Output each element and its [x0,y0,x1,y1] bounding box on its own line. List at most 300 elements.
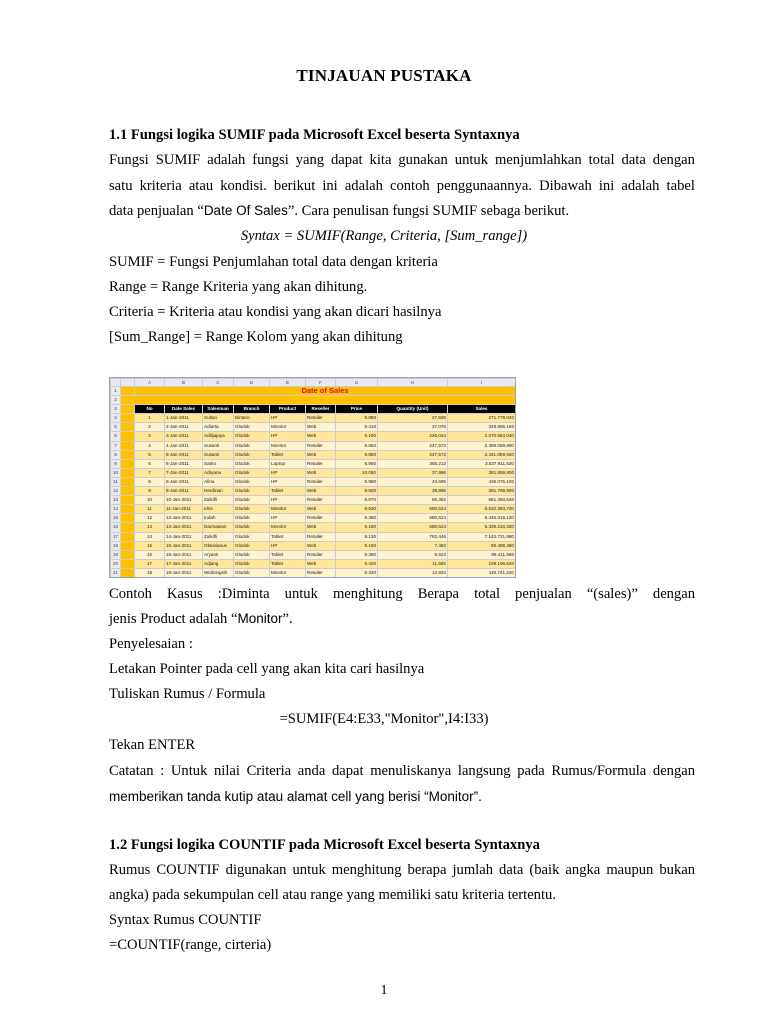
section-1-para-line-1 [109,152,695,169]
word: total [588,152,615,168]
blank-cell [121,459,135,468]
table-cell: Glodok [234,450,270,459]
table-cell: HP [270,432,306,441]
case-line-2-start: jenis Product adalah “ [109,611,238,627]
definition-range: Range = Range Kriteria yang akan dihitung. [109,279,368,295]
blank-cell [121,487,135,496]
column-letter: D [234,379,270,387]
word: menuliskanya [370,763,452,779]
penyelesaian-label: Penyelesaian : [109,636,193,652]
word: atau [188,178,214,194]
blank-cell [121,523,135,532]
table-cell: Glodok [234,505,270,514]
table-cell: Bintaro [234,414,270,423]
table-cell: 782,446 [378,532,448,541]
table-cell: 9.960 [336,459,378,468]
table-cell: Retailer [306,496,336,505]
blank-cell [121,532,135,541]
table-cell: 18 [135,568,165,577]
table-cell: HP [270,496,306,505]
word: Rumus/Formula [551,763,647,779]
table-row [111,423,516,432]
table-cell: Tablet [270,532,306,541]
spreadsheet-title-row [111,387,516,396]
blank-cell [121,568,135,577]
table-cell: 2.070.563,040 [448,432,516,441]
table-cell: 15 [135,541,165,550]
table-cell: 11,592 [378,559,448,568]
word: nilai [214,763,240,779]
word: Berapa [417,586,460,602]
word: fungsi [252,152,289,168]
word: bukan [659,862,696,878]
table-cell: 2.441.059,920 [448,450,516,459]
column-header: Reseller [306,405,336,414]
word: Untuk [170,763,208,779]
table-cell: Glodok [234,550,270,559]
word: dengan [652,763,696,779]
row-number: 8 [111,450,121,459]
table-row [111,496,516,505]
table-cell: 39,895 [378,487,448,496]
table-cell: Adiarta [203,423,234,432]
table-row [111,559,516,568]
section-1-para-line-3 [109,203,569,220]
table-row [111,414,516,423]
section-1-para-line-2 [109,178,695,195]
column-header: Sales [448,405,516,414]
sumif-syntax: Syntax = SUMIF(Range, Criteria, [Sum_range]) [240,228,528,244]
row-number: 17 [111,532,121,541]
table-cell: 9.980 [336,477,378,486]
word: menghitung [332,586,403,602]
table-cell: 68.489,360 [448,541,516,550]
blank-cell [121,550,135,559]
table-cell: Monitor [270,423,306,432]
table-cell: HP [270,541,306,550]
case-line-1 [109,586,695,603]
word: kita [369,152,392,168]
table-cell: Widiningsih [203,568,234,577]
spreadsheet-blank-row [111,396,516,405]
table-cell: 10 [135,496,165,505]
table-row [111,550,516,559]
column-letter [121,379,135,387]
row-number: 1 [111,387,121,396]
page-title: TINJAUAN PUSTAKA [296,66,472,85]
word: kondisi. [220,178,267,194]
table-cell: Retailer [306,550,336,559]
table-cell: Web [306,450,336,459]
table-cell: 7,492 [378,541,448,550]
table-cell: 391.768,900 [448,487,516,496]
table-cell: 9.530 [336,505,378,514]
table-cell: 436.076,100 [448,477,516,486]
table-cell: 12-Jan-2011 [165,514,203,523]
table-cell: Zulkifli [203,532,234,541]
table-cell: 9.410 [336,423,378,432]
word: adalah [344,178,383,194]
table-cell: Tablet [270,450,306,459]
row-number: 4 [111,414,121,423]
table-cell: 9-Jan-2011 [165,487,203,496]
row-number: 21 [111,568,121,577]
table-cell: 10.050 [336,468,378,477]
row-number: 16 [111,523,121,532]
word: dapat [331,152,363,168]
table-cell: Glodok [234,432,270,441]
word: adalah [621,178,660,194]
table-cell: Glodok [234,468,270,477]
table-cell: 16 [135,550,165,559]
table-row [111,450,516,459]
table-row [111,487,516,496]
word: Criteria [246,763,292,779]
table-cell: Herdinan [203,487,234,496]
word: “(sales)” [586,586,638,602]
row-number: 11 [111,477,121,486]
word: Dibawah [539,178,592,194]
word: total [474,586,501,602]
row-number: 12 [111,487,121,496]
table-cell: Retailer [306,441,336,450]
spreadsheet-title: Date of Sales [135,387,516,396]
table-cell: 226,044 [378,432,448,441]
table-cell: 37,076 [378,423,448,432]
row-number: 18 [111,541,121,550]
table-cell: 580,524 [378,514,448,523]
section-2-heading: 1.2 Fungsi logika COUNTIF pada Microsoft Excel beserta Syntaxnya [109,837,540,853]
table-cell: 3.537.911,520 [448,459,516,468]
word: penggunaannya. [436,178,533,194]
table-cell: 1 [135,414,165,423]
word: ini [598,178,615,194]
table-cell: Glodok [234,487,270,496]
column-header: No [135,405,165,414]
word: digunakan [225,862,287,878]
row-number: 20 [111,559,121,568]
word: berapa [407,862,447,878]
word: dengan [652,152,695,168]
definition-sumif: SUMIF = Fungsi Penjumlahan total data dengan kriteria [109,254,438,270]
table-cell: 10-Jan-2011 [165,496,203,505]
table-cell: Tablet [270,487,306,496]
blank-cell [121,514,135,523]
table-cell: 9.180 [336,541,378,550]
row-number: 9 [111,459,121,468]
table-cell: 5.329.210,320 [448,523,516,532]
table-cell: 5-Jan-2011 [165,450,203,459]
column-letter: A [135,379,165,387]
definition-criteria: Criteria = Kriteria atau kondisi yang akan dicari hasilnya [109,304,442,320]
word: langsung [457,763,511,779]
table-cell: HP [270,414,306,423]
table-cell: HP [270,514,306,523]
table-cell: Laptop [270,459,306,468]
blank-cell [121,441,135,450]
table-cell: Adjang [203,559,234,568]
word: ini [322,178,338,194]
date-of-sales-text: Date Of Sales [203,203,288,218]
table-cell: Glodok [234,559,270,568]
table-cell: Tablet [270,550,306,559]
table-cell: 27,508 [378,414,448,423]
blank-cell [121,559,135,568]
column-letter: H [378,379,448,387]
table-row [111,468,516,477]
table-cell: Zulkifli [203,496,234,505]
column-header: Salesman [203,405,234,414]
table-cell: Glodok [234,532,270,541]
table-cell: Glodok [234,541,270,550]
table-cell: 271.779,040 [448,414,516,423]
word: Rumus [109,862,151,878]
table-cell: Monitor [270,568,306,577]
case-line-2-end: ”. [282,611,293,627]
table-cell: 9.650 [336,441,378,450]
word: satu [109,178,133,194]
column-letter: I [448,379,516,387]
section-2-para-line-2: angka) pada sekumpulan cell atau range yang memiliki satu kriteria tertentu. [109,887,556,903]
row-number: 5 [111,423,121,432]
word: yang [295,152,325,168]
table-cell: Web [306,541,336,550]
table-cell: Glodok [234,441,270,450]
word: : [160,763,165,779]
table-row [111,523,516,532]
word: menjumlahkan [494,152,582,168]
word: Contoh [109,586,152,602]
word: pada [517,763,545,779]
table-cell: Darmawan [203,523,234,532]
table-cell: 12 [135,514,165,523]
table-cell: 7-Jan-2011 [165,468,203,477]
word: COUNTIF [156,862,220,878]
table-cell: Glodok [234,423,270,432]
table-cell: 9.420 [336,559,378,568]
note-line-1 [109,763,695,780]
word: maupun [606,862,654,878]
spreadsheet-table [110,378,516,578]
word: dapat [331,763,364,779]
table-cell: Retailer [306,532,336,541]
column-letter-row [111,379,516,387]
corner-cell [111,379,121,387]
table-cell: 247,572 [378,450,448,459]
blank-cell [121,541,135,550]
table-cell: Glodok [234,514,270,523]
column-header: Price [336,405,378,414]
table-cell: 7.143.731,980 [448,532,516,541]
table-cell: 5.532.393,720 [448,505,516,514]
table-cell: 12,834 [378,568,448,577]
table-cell: 8-Jan-2011 [165,477,203,486]
table-cell: 14 [135,532,165,541]
table-cell: HP [270,477,306,486]
table-cell: 13-Jan-2011 [165,523,203,532]
column-header: Quantity (Unit) [378,405,448,414]
table-cell: Glodok [234,496,270,505]
spreadsheet-figure [109,377,516,578]
table-cell: 9.860 [336,450,378,459]
word: gunakan [398,152,448,168]
word: jumlah [452,862,494,878]
table-cell: 247,572 [378,441,448,450]
table-cell: Monitor [270,523,306,532]
table-cell: Retailer [306,459,336,468]
table-cell: 11-Jan-2011 [165,505,203,514]
word: dengan [652,586,696,602]
page-number: 1 [380,983,388,998]
word: SUMIF [155,152,201,168]
table-cell: 13 [135,523,165,532]
table-cell: Retailer [306,514,336,523]
table-cell: 9.880 [336,414,378,423]
word: menghitung [331,862,402,878]
blank-cell [121,505,135,514]
table-cell: Retailer [306,414,336,423]
word: Kasus [167,586,203,602]
table-cell: 4 [135,441,165,450]
table-cell: 4-Jan-2011 [165,441,203,450]
table-cell: Glodok [234,523,270,532]
section-2-para-line-1 [109,862,695,879]
table-cell: Adryana [203,468,234,477]
word: contoh [389,178,430,194]
table-cell: 9.330 [336,568,378,577]
monitor-text: Monitor [237,611,283,626]
table-cell: Indah [203,514,234,523]
case-line-2 [109,611,293,628]
table-cell: 16-Jan-2011 [165,550,203,559]
row-number: 13 [111,496,121,505]
table-cell: 2.389.069,800 [448,441,516,450]
word: penjualan [515,586,572,602]
table-cell: 8 [135,477,165,486]
table-row [111,541,516,550]
table-cell: 43,695 [378,477,448,486]
sumif-formula: =SUMIF(E4:E33,"Monitor",I4:I33) [279,711,489,727]
table-cell: 381.859,800 [448,468,516,477]
table-cell: 3 [135,432,165,441]
table-cell: Aryanti [203,550,234,559]
section-1-heading: 1.1 Fungsi logika SUMIF pada Microsoft Excel beserta Syntaxnya [109,127,520,143]
row-number: 3 [111,405,121,414]
countif-syntax: =COUNTIF(range, cirteria) [109,937,272,953]
table-cell: 355,212 [378,459,448,468]
table-cell: 119.741,220 [448,568,516,577]
word: :Diminta [217,586,270,602]
table-cell: 11 [135,505,165,514]
word: untuk [292,862,326,878]
table-row [111,441,516,450]
table-cell: 89.411,580 [448,550,516,559]
table-cell: Glodok [234,568,270,577]
step-2: Tuliskan Rumus / Formula [109,686,266,702]
table-cell: 9.130 [336,532,378,541]
table-cell: 109.196,640 [448,559,516,568]
column-header: Branch [234,405,270,414]
table-row [111,459,516,468]
column-letter: E [270,379,306,387]
table-cell: 9.180 [336,523,378,532]
word: Catatan [109,763,154,779]
blank-cell [121,477,135,486]
table-row [111,477,516,486]
blank-cell [121,405,135,414]
word: adalah [207,152,246,168]
blank-cell [121,423,135,432]
spreadsheet-body [111,414,516,578]
table-cell: Monitor [270,441,306,450]
table-cell: Idris [203,505,234,514]
row-number: 14 [111,505,121,514]
table-cell: 9.820 [336,487,378,496]
table-cell: 9,522 [378,550,448,559]
table-cell: 66,352 [378,496,448,505]
row-number: 2 [111,396,121,405]
step-1: Letakan Pointer pada cell yang akan kita cari hasilnya [109,661,425,677]
table-cell: HP [270,468,306,477]
word: untuk [454,152,489,168]
table-cell: Oktovianus [203,541,234,550]
word: tabel [666,178,695,194]
table-cell: 14-Jan-2011 [165,532,203,541]
step-3: Tekan ENTER [109,737,196,753]
table-cell: Adilijajaya [203,432,234,441]
table-row [111,514,516,523]
table-cell: 17-Jan-2011 [165,559,203,568]
table-cell: Web [306,423,336,432]
table-cell: Afina [203,477,234,486]
table-cell: 15-Jan-2011 [165,541,203,550]
table-cell: 6-Jan-2011 [165,459,203,468]
column-letter: F [306,379,336,387]
table-cell: 9.190 [336,432,378,441]
blank-cell [121,432,135,441]
word: angka [565,862,601,878]
row-number: 15 [111,514,121,523]
table-cell: 661.350,640 [448,496,516,505]
blank-cell [121,496,135,505]
table-cell: 580,524 [378,505,448,514]
table-cell: 17 [135,559,165,568]
table-cell: 1-Jan-2011 [165,414,203,423]
table-cell: Susanti [203,450,234,459]
table-cell: Glodok [234,477,270,486]
row-number: 19 [111,550,121,559]
table-cell: Retailer [306,477,336,486]
para-line-3-end: ”. Cara penulisan fungsi SUMIF sebaga berikut. [287,203,570,219]
blank-cell [121,414,135,423]
word: data [621,152,646,168]
table-cell: 2 [135,423,165,432]
table-cell: 5.445.315,120 [448,514,516,523]
table-cell: Web [306,523,336,532]
word: (baik [529,862,560,878]
word: kriteria [139,178,182,194]
row-number: 7 [111,441,121,450]
table-row [111,505,516,514]
table-row [111,532,516,541]
column-header: Date Sales [165,405,203,414]
spreadsheet-header-row [111,405,516,414]
word: berikut [273,178,316,194]
table-cell: Web [306,432,336,441]
table-cell: 6 [135,459,165,468]
table-cell: Web [306,468,336,477]
blank-cell [121,468,135,477]
